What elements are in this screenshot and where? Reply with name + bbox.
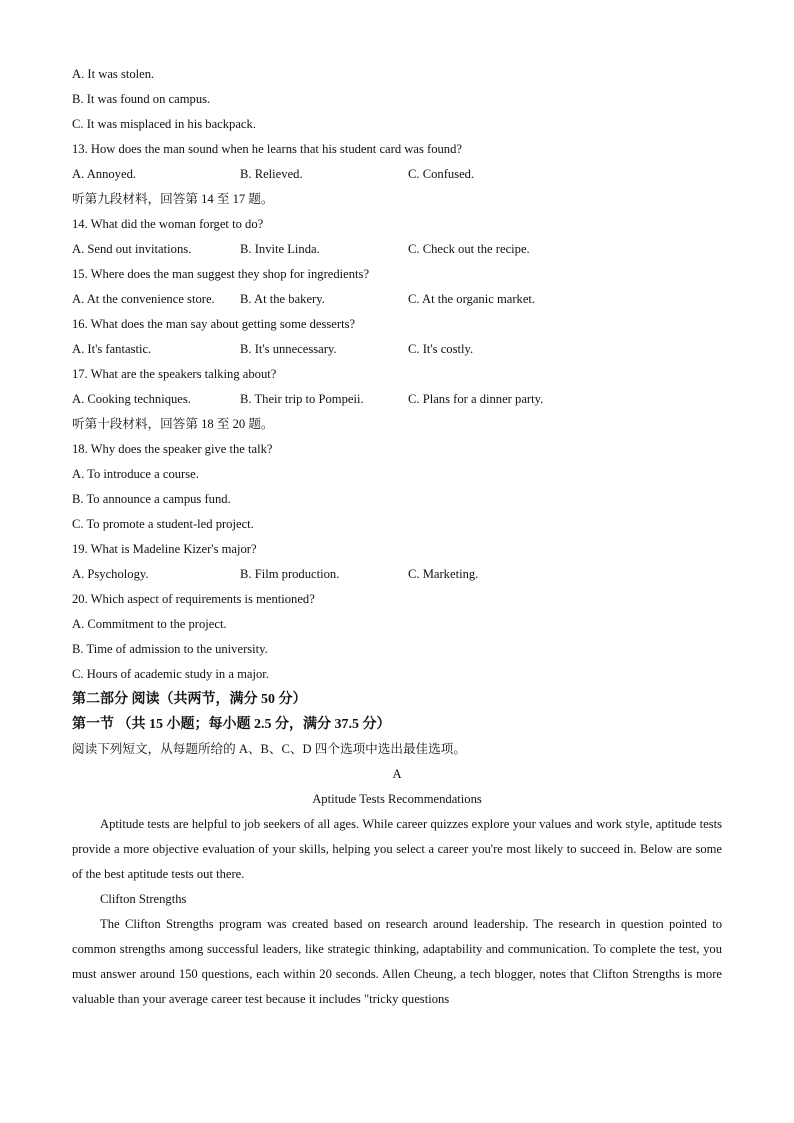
q12-option-b: B. It was found on campus.	[72, 92, 211, 106]
q14-question: 14. What did the woman forget to do?	[72, 217, 264, 231]
q16-option-a: A. It's fantastic.	[72, 342, 152, 356]
q16-option-b: B. It's unnecessary.	[240, 342, 337, 356]
q15-option-a: A. At the convenience store.	[72, 292, 215, 306]
q16-option-c: C. It's costly.	[408, 342, 474, 356]
passage-paragraph-1: Aptitude tests are helpful to job seekers of all ages. While career quizzes explore your values and work style, aptitude tests provide a more objective evaluation of your skills, helping you select a career you're most likely to succeed in. Below are some of the best aptitude tests out there.	[72, 817, 722, 881]
q18-question: 18. Why does the speaker give the talk?	[72, 442, 273, 456]
q13-option-a: A. Annoyed.	[72, 167, 137, 181]
q18-option-a: A. To introduce a course.	[72, 467, 199, 481]
q19-question: 19. What is Madeline Kizer's major?	[72, 542, 257, 556]
q12-option-a: A. It was stolen.	[72, 67, 155, 81]
q17-option-a: A. Cooking techniques.	[72, 392, 191, 406]
q20-option-a: A. Commitment to the project.	[72, 617, 227, 631]
exam-page	[72, 62, 722, 1012]
q16-options	[72, 337, 722, 362]
q14-option-b: B. Invite Linda.	[240, 242, 320, 256]
q19-option-a: A. Psychology.	[72, 567, 149, 581]
q15-question: 15. Where does the man suggest they shop for ingredients?	[72, 267, 370, 281]
q20-option-c: C. Hours of academic study in a major.	[72, 667, 269, 681]
q17-option-c: C. Plans for a dinner party.	[408, 392, 544, 406]
section9-instruction: 听第九段材料，回答第 14 至 17 题。	[72, 192, 274, 206]
q18-option-b: B. To announce a campus fund.	[72, 492, 231, 506]
q19-option-b: B. Film production.	[240, 567, 340, 581]
q19-options	[72, 562, 722, 587]
q15-options	[72, 287, 722, 312]
q18-option-c: C. To promote a student-led project.	[72, 517, 254, 531]
part2-heading: 第二部分 阅读（共两节，满分 50 分）	[72, 692, 307, 707]
passage-letter: A	[392, 767, 402, 781]
q12-option-c: C. It was misplaced in his backpack.	[72, 117, 256, 131]
section10-instruction: 听第十段材料，回答第 18 至 20 题。	[72, 417, 274, 431]
q20-question: 20. Which aspect of requirements is mentioned?	[72, 592, 315, 606]
q15-option-b: B. At the bakery.	[240, 292, 325, 306]
q13-question: 13. How does the man sound when he learns that his student card was found?	[72, 142, 462, 156]
q14-option-a: A. Send out invitations.	[72, 242, 192, 256]
q20-option-b: B. Time of admission to the university.	[72, 642, 268, 656]
q14-options	[72, 237, 722, 262]
q17-question: 17. What are the speakers talking about?	[72, 367, 277, 381]
section1-heading: 第一节 （共 15 小题；每小题 2.5 分，满分 37.5 分）	[72, 717, 391, 732]
q17-option-b: B. Their trip to Pompeii.	[240, 392, 364, 406]
q13-option-b: B. Relieved.	[240, 167, 303, 181]
q19-option-c: C. Marketing.	[408, 567, 479, 581]
q17-options	[72, 387, 722, 412]
passage-paragraph-2: The Clifton Strengths program was created based on research around leadership. The research in question pointed to common strengths among successful leaders, like strategic thinking, adaptability and communication. To complete the test, you must answer around 150 questions, each within 20 seconds. Allen Cheung, a tech blogger, notes that Clifton Strengths is more valuable than your average career test because it includes "tricky questions	[72, 917, 722, 1006]
passage-title: Aptitude Tests Recommendations	[312, 792, 482, 806]
reading-instruction: 阅读下列短文，从每题所给的 A、B、C、D 四个选项中选出最佳选项。	[72, 742, 466, 756]
q13-option-c: C. Confused.	[408, 167, 475, 181]
q14-option-c: C. Check out the recipe.	[408, 242, 530, 256]
q13-options	[72, 162, 722, 187]
q15-option-c: C. At the organic market.	[408, 292, 536, 306]
passage-subheading: Clifton Strengths	[100, 892, 187, 906]
q16-question: 16. What does the man say about getting some desserts?	[72, 317, 356, 331]
